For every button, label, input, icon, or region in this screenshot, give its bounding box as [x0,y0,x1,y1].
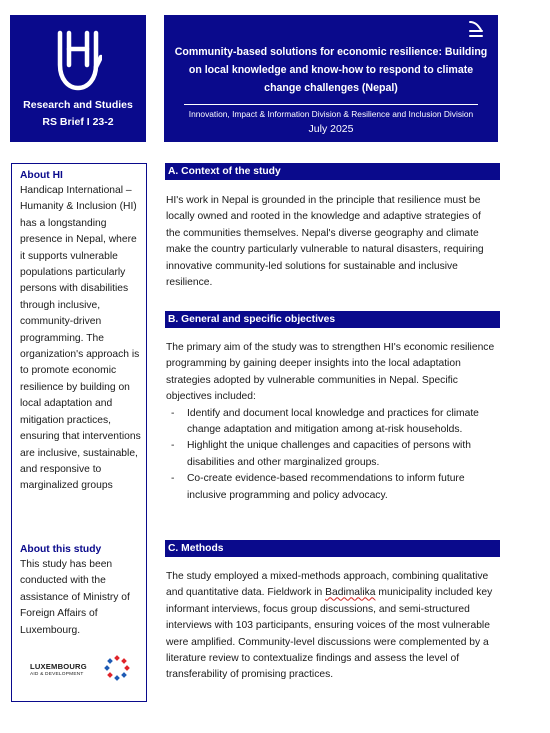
about-hi-text: Handicap International – Humanity & Inclusion (HI) has a longstanding presence in Nepal, where it supports vulnerable populations particularly persons with disabilities through inclusive, community-driven programming. The organization's approach is to promote economic resilience by building on local adaptation and mitigation practices, ensuring that interventions are inclusive, sustainable, and responsive to marginalized groups [20,185,141,492]
objectives-intro: The primary aim of the study was to strengthen HI's economic resilience programming by gaining deeper insights into the local adaptation strategies adopted by vulnerable communities in Nepal. Specific objectives included: [166,342,495,403]
about-study-block [20,544,144,639]
hi-hand-logo-icon [54,27,102,93]
division-line: Innovation, Impact & Information Division & Resilience and Inclusion Division [188,109,474,119]
methods-text-end: municipality included key informant interviews, focus group discussions, and semi-structured interviews with 103 participants, ensuring voices of the most vulnerable were amplified. Community-level discussions were complemented by a literature review to contextualize findings and assess the level of transferability of promising practices. [166,587,493,681]
partner-logo-name: LUXEMBOURG [30,662,87,671]
about-hi-block [20,170,144,495]
luxembourg-star-icon [104,655,130,681]
about-study-heading: About this study [20,544,102,555]
methods-paragraph [166,569,496,684]
methods-text-start: The study employed a mixed-methods approach, combining qualitative and quantitative data. Fieldwork in [166,571,489,599]
place-name: Badimalika [325,587,376,599]
brief-series: Research and Studies [23,99,133,111]
list-item: - Identify and document local knowledge and practices for climate change adaptation and mitigation among at-risk households. [166,406,496,439]
objectives-list [166,406,496,504]
stacked-lines-icon [466,20,484,40]
about-hi-heading: About HI [20,170,63,181]
list-item: - Highlight the unique challenges and capacities of persons with disabilities and other marginalized groups. [166,438,496,471]
page-title: Community-based solutions for economic resilience: Building on local knowledge and know-how to respond to climate change challenges (Nepal) [174,46,488,94]
brand-logo-block [10,15,146,142]
brief-number: RS Brief I 23-2 [42,116,114,128]
section-b-body [166,340,496,504]
title-divider [184,104,478,105]
publication-date: July 2025 [308,123,354,135]
section-c-body [166,569,496,684]
section-a-heading: A. Context of the study [165,163,500,180]
about-study-text: This study has been conducted with the assistance of Ministry of Foreign Affairs of Luxembourg. [20,559,130,636]
list-item: - Co-create evidence-based recommendations to inform future inclusive programming and policy advocacy. [166,471,496,504]
section-b-heading: B. General and specific objectives [165,311,500,328]
sidebar [11,163,147,702]
section-c-heading: C. Methods [165,540,500,557]
title-block [164,15,498,142]
context-paragraph: HI's work in Nepal is grounded in the principle that resilience must be locally owned and rooted in the knowledge and adaptive strategies of the communities themselves. Nepal's diverse geography and climate make the country particularly vulnerable to natural disasters, requiring innovative community-led solutions for sustainable and inclusive resilience. [166,195,484,289]
partner-logo-subtitle: AID & DEVELOPMENT [30,672,84,677]
section-a-body [166,193,496,291]
luxembourg-aid-logo [30,654,130,684]
